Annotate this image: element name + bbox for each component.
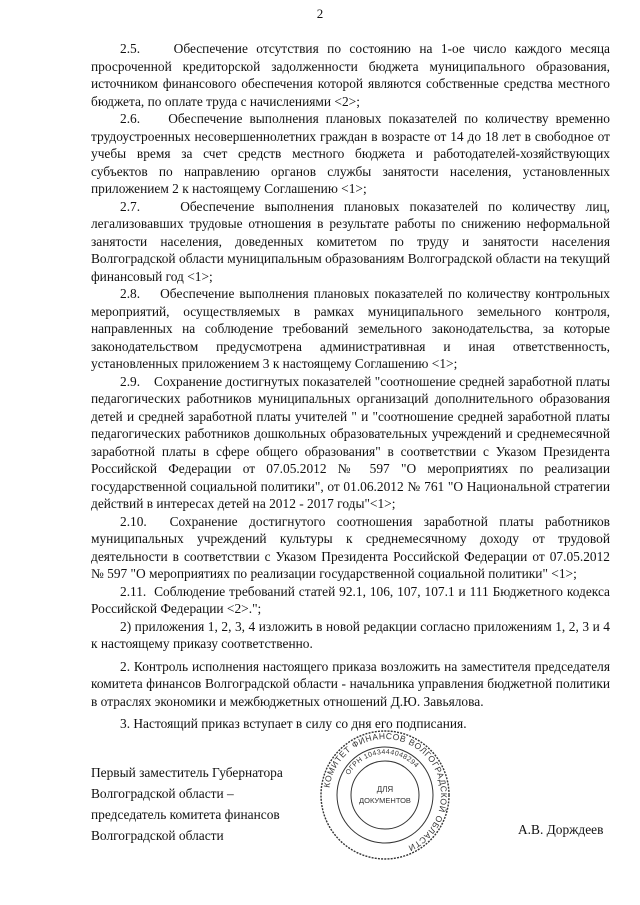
paragraph-2-5: 2.5. Обеспечение отсутствия по состоянию на 1-ое число каждого месяца просроченной кредиторской задолженности бюджета муниципального образования, источником финансового обеспечения которой являются собственные средства местного бюджета, по оплате труда с начислениями <2>; — [91, 41, 610, 109]
paragraph-appendices: 2) приложения 1, 2, 3, 4 изложить в новой редакции согласно приложениям 1, 2, 3 и 4 к настоящему приказу соответственно. — [91, 618, 610, 651]
paragraph-2-10: 2.10. Сохранение достигнутого соотношения заработной платы работников муниципальных учреждений культуры к среднемесячному доходу от трудовой деятельности в соответствии с Указом Президента Российской Федерации от 07.05.2012 № 597 "О мероприятиях по реализации государственной социальной политики" <1>; — [91, 513, 610, 581]
paragraph-2-11: 2.11. Соблюдение требований статей 92.1, 106, 107, 107.1 и 111 Бюджетного кодекса Российской Федерации <2>."; — [91, 583, 610, 616]
seal-inner-text: ОГРН 1043444048294 — [344, 748, 420, 777]
paragraph-2-8: 2.8. Обеспечение выполнения плановых показателей по количеству контрольных мероприятий, осуществляемых в рамках муниципального земельного контроля, направленных на соблюдение требований земельного законодательства, за которые законодательством предусмотрена административная и иная ответственность, установленных приложением 3 к настоящему Соглашению <1>; — [91, 286, 610, 371]
paragraph-2-7: 2.7. Обеспечение выполнения плановых показателей по количеству лиц, легализовавших трудовые отношения в результате работы по снижению неформальной занятости населения, доведенных комитетом по труду и занятости населения Волгоградской области муниципальным образованиям Волгоградской области на текущий финансовый год <1>; — [91, 198, 610, 284]
signatory-position-line: Первый заместитель Губернатора — [91, 765, 283, 780]
signatory-position-line: председатель комитета финансов — [91, 807, 280, 822]
paragraph-effective: 3. Настоящий приказ вступает в силу со дня его подписания. — [120, 716, 467, 731]
signatory-position-line: Волгоградской области – — [91, 786, 234, 801]
signatory-position — [91, 762, 283, 846]
paragraph-2-6: 2.6. Обеспечение выполнения плановых показателей по количеству временно трудоустроенных несовершеннолетних граждан в возрасте от 14 до 18 лет в свободное от учебы время за счет средств местного бюджета и работодателей-хозяйствующих субъектов по направлению органов службы занятости населения, установленных приложением 2 к настоящему Соглашению <1>; — [91, 111, 610, 196]
seal-center-line1: ДЛЯ — [376, 785, 394, 794]
paragraph-2-9: 2.9. Сохранение достигнутых показателей "соотношение средней заработной платы педагогических работников муниципальных организаций дополнительного образования детей и средней заработной платы учителей " и "соотношение средней заработной платы педагогических работников дошкольных образовательных учреждений и среднемесячной заработной платы в сфере общего образования" в соответствии с Указом Президента Российской Федерации от 07.05.2012 № 597 "О мероприятиях по реализации государственной социальной политики", от 01.06.2012 № 761 "О Национальной стратегии действий в интересах детей на 2012 - 2017 годы"<1>; — [91, 373, 610, 511]
signatory-position-line: Волгоградской области — [91, 828, 224, 843]
seal-center-line2: ДОКУМЕНТОВ — [359, 796, 411, 805]
seal-outer-text: КОМИТЕТ ФИНАНСОВ ВОЛГОГРАДСКОЙ ОБЛАСТИ — [321, 730, 450, 854]
official-seal — [318, 728, 452, 862]
signatory-name: А.В. Дорждеев — [518, 822, 604, 837]
document-body — [91, 40, 610, 733]
paragraph-control: 2. Контроль исполнения настоящего приказа возложить на заместителя председателя комитета финансов Волгоградской области - начальника управления бюджетной политики в отраслях экономики и межбюджетных отношений Д.Ю. Завьялова. — [91, 658, 610, 709]
page-number: 2 — [316, 6, 324, 21]
